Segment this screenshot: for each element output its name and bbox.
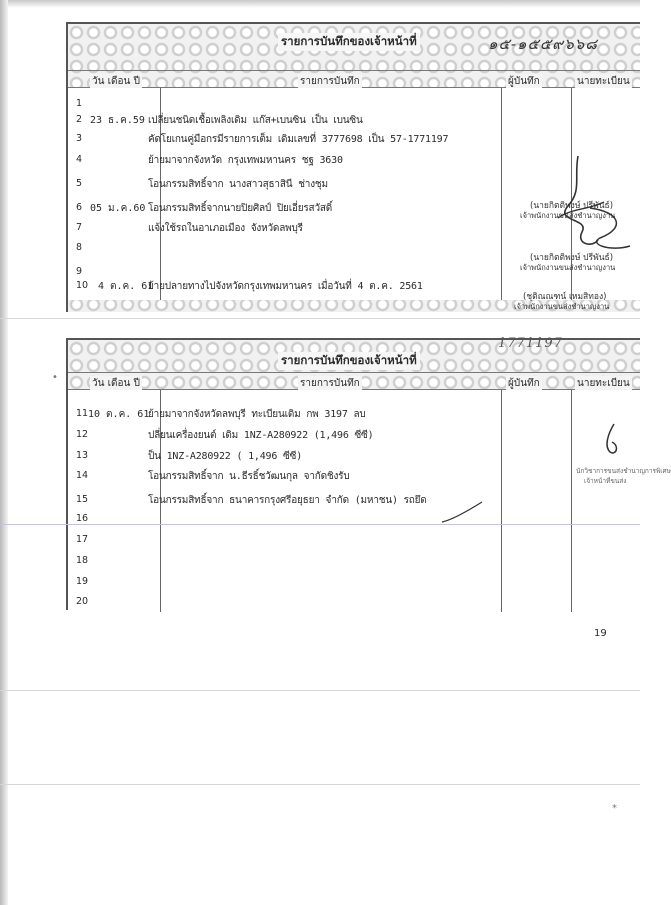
row-text: ย้ายมาจากจังหวัด กรุงเทพมหานคร ชฐ 3630: [148, 155, 343, 166]
row-number: 4: [76, 154, 83, 165]
row-date: 4 ต.ค. 61: [98, 281, 154, 292]
row-text: คัดโยเกนคู่มือกรมีรายการเต็ม เดิมเลขที่ 3777698 เป็น 57-1771197: [148, 134, 449, 145]
row-text: แจ้งใช้รถในอาเภอเมือง จังหวัดลพบุรี: [148, 223, 303, 234]
registrar-stamp-title: เจ้าพนักงานขนส่งชำนาญงาน: [520, 263, 616, 272]
row-text: ปลี่ยนเครื่องยนต์ เดิม 1NZ-A280922 (1,496 ซีซี): [148, 430, 374, 441]
table-row: [68, 110, 640, 130]
scan-artifact-line: [0, 690, 640, 691]
section-2-body: [68, 390, 671, 612]
row-text: โอนกรรมสิทธิ์จาก นางสาวสุธาสินี ช่างชุม: [148, 179, 328, 190]
row-number: 11: [76, 408, 89, 419]
scan-speck: •: [52, 372, 58, 383]
scan-top-shadow: [0, 0, 640, 8]
registrar-stamp-name: (นายกิตติพงษ์ ปรีพันธ์): [530, 201, 614, 211]
row-number: 20: [76, 596, 89, 607]
scan-speck: ⁎: [612, 800, 617, 811]
registrar-stamp-name: (ชุติณณฑน์ เหมสิทอง): [523, 292, 607, 302]
row-number: 15: [76, 494, 89, 505]
row-date: 10 ต.ค. 61: [88, 409, 150, 420]
table-row: [68, 551, 640, 571]
scan-left-shadow: [0, 0, 8, 905]
row-number: 8: [76, 242, 83, 253]
record-form-section-1: [66, 22, 640, 312]
row-number: 19: [76, 576, 89, 587]
table-row: [68, 404, 640, 424]
row-number: 9: [76, 266, 83, 277]
table-row: [68, 490, 640, 510]
header-record: รายการบันทึก: [300, 76, 360, 87]
row-number: 18: [76, 555, 89, 566]
row-number: 16: [76, 513, 89, 524]
section-2-header-row: [68, 372, 640, 390]
table-row: [68, 509, 640, 529]
header-registrar: นายทะเบียน: [577, 76, 630, 87]
scan-artifact-line: [0, 318, 640, 319]
header-registrar: นายทะเบียน: [577, 378, 630, 389]
row-text: โอนกรรมสิทธิ์จาก ธนาคารกรุงศรีอยุธยา จำกัด (มหาชน) รถยึด: [148, 495, 427, 506]
header-date: วัน เดือน ปี: [92, 378, 140, 389]
row-text: ย้ายปลายทางไปจังหวัดกรุงเทพมหานคร เมื่อวันที่ 4 ต.ค. 2561: [148, 281, 423, 292]
row-text: ป็น 1NZ-A280922 ( 1,496 ซีซี): [148, 451, 303, 462]
scan-artifact-line: [0, 784, 640, 785]
row-number: 2: [76, 114, 83, 125]
signature-icon: [596, 420, 626, 460]
signature-icon: [580, 198, 640, 258]
row-text: โอนกรรมสิทธิ์จากนายปิยศิลป์ ปิยเอี่ยรสวัสดิ์: [148, 203, 333, 214]
row-text: ย้ายมาจากจังหวัดลพบุรี ทะเบียนเดิม กพ 3197 ลบ: [148, 409, 366, 420]
registrar-stamp-name: (นายกิตติพงษ์ ปรีพันธ์): [530, 253, 614, 263]
record-form-section-2: [66, 336, 671, 610]
table-row: [68, 446, 640, 466]
header-recorder: ผู้บันทึก: [508, 76, 540, 87]
table-row: [68, 129, 640, 149]
registrar-stamp-subtitle: เจ้าหน้าที่ขนส่ง: [584, 477, 627, 485]
table-row: [68, 572, 640, 592]
section-1-title: รายการบันทึกของเจ้าหน้าที่: [278, 33, 420, 51]
row-number: 3: [76, 133, 83, 144]
registrar-stamp-title: นักวิชาการขนส่งชำนาญการพิเศษ: [576, 467, 671, 475]
row-date: 23 ธ.ค.59: [90, 115, 145, 126]
row-number: 14: [76, 470, 89, 481]
row-number: 17: [76, 534, 89, 545]
row-number: 5: [76, 178, 83, 189]
row-number: 6: [76, 202, 83, 213]
section-1-body: [68, 88, 640, 311]
registrar-stamp-title: เจ้าพนักงานขนส่งชำนาญงาน: [520, 211, 616, 220]
row-date: 05 ม.ค.60: [90, 203, 146, 214]
page-number: 19: [594, 628, 607, 639]
row-number: 12: [76, 429, 89, 440]
header-date: วัน เดือน ปี: [92, 76, 140, 87]
row-text: โอนกรรมสิทธิ์จาก น.ธีรธิ์ชวัฒนกุล จากัดชิงรับ: [148, 471, 350, 482]
section-1-header-row: [68, 70, 640, 88]
table-row: [68, 592, 640, 612]
table-row: [68, 425, 640, 445]
section-2-title-band: [68, 336, 640, 368]
row-number: 7: [76, 222, 83, 233]
section-1-title-band: [68, 24, 640, 52]
table-row: [68, 466, 640, 486]
section-2-handwritten-number: 1771197: [498, 336, 563, 351]
row-number: 10: [76, 280, 89, 291]
header-record: รายการบันทึก: [300, 378, 360, 389]
row-number: 1: [76, 98, 83, 109]
row-text: เปลี่ยนชนิดเชื้อเพลิงเดิม แก๊ส+เบนซิน เป็น เบนซิน: [148, 115, 363, 126]
header-recorder: ผู้บันทึก: [508, 378, 540, 389]
row-number: 13: [76, 450, 89, 461]
section-1-handwritten-number: ๑๕-๑๕๕๙๖๖๘: [488, 35, 598, 53]
section-2-title: รายการบันทึกของเจ้าหน้าที่: [278, 352, 420, 370]
scan-artifact-line: [0, 524, 640, 525]
registrar-stamp-title: เจ้าพนักงานขนส่งชำนาญงาน: [514, 302, 610, 311]
table-row: [68, 530, 640, 550]
